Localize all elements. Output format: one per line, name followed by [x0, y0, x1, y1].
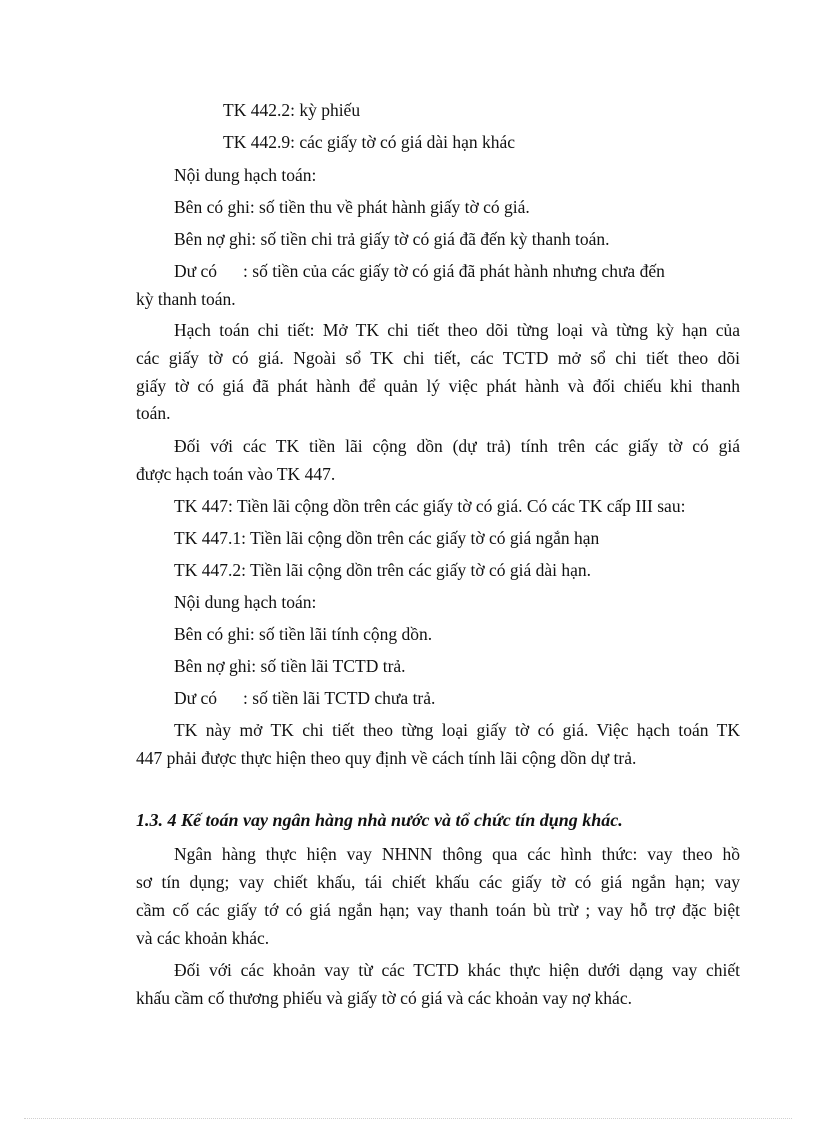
text-line: TK 442.9: các giấy tờ có giá dài hạn khác: [223, 132, 516, 152]
balance-description: : số tiền của các giấy tờ có giá đã phát hành nhưng chưa đến: [243, 261, 665, 281]
balance-label: Dư có: [174, 261, 218, 281]
text-line: [174, 684, 740, 712]
text-line: TK 447: Tiền lãi cộng dồn trên các giấy tờ có giá. Có các TK cấp III sau:: [174, 496, 686, 516]
text-line: Nội dung hạch toán:: [174, 592, 317, 612]
text-line: sơ tín dụng; vay chiết khấu, tái chiết khấu các giấy tờ có giá ngắn hạn; vay: [136, 872, 740, 892]
text-line: giấy tờ có giá đã phát hành để quản lý việc phát hành và đối chiếu khi thanh: [136, 376, 740, 396]
text-line: 447 phải được thực hiện theo quy định về cách tính lãi cộng dồn dự trả.: [136, 748, 637, 768]
text-line: [174, 257, 740, 285]
balance-label: Dư có: [174, 688, 218, 708]
text-line: Đối với các TK tiền lãi cộng dồn (dự trả) tính trên các giấy tờ có giá: [174, 436, 740, 456]
text-line: các giấy tờ có giá. Ngoài sổ TK chi tiết, các TCTD mở sổ chi tiết theo dõi: [136, 348, 740, 368]
text-line: cầm cố các giấy tớ có giá ngắn hạn; vay thanh toán bù trừ ; vay hỗ trợ đặc biệt: [136, 900, 740, 920]
text-line: toán.: [136, 403, 171, 423]
text-line: được hạch toán vào TK 447.: [136, 464, 336, 484]
footer-divider: [24, 1118, 792, 1119]
text-line: Đối với các khoản vay từ các TCTD khác thực hiện dưới dạng vay chiết: [174, 960, 740, 980]
text-line: Nội dung hạch toán:: [174, 165, 317, 185]
text-line: TK 447.2: Tiền lãi cộng dồn trên các giấy tờ có giá dài hạn.: [174, 560, 592, 580]
text-line: Bên nợ ghi: số tiền chi trả giấy tờ có giá đã đến kỳ thanh toán.: [174, 229, 610, 249]
text-line: Bên có ghi: số tiền lãi tính cộng dồn.: [174, 624, 433, 644]
text-line: Ngân hàng thực hiện vay NHNN thông qua các hình thức: vay theo hồ: [174, 844, 740, 864]
text-line: Bên nợ ghi: số tiền lãi TCTD trả.: [174, 656, 406, 676]
section-heading: 1.3. 4 Kế toán vay ngân hàng nhà nước và tổ chức tín dụng khác.: [136, 810, 623, 830]
text-line: Hạch toán chi tiết: Mở TK chi tiết theo dõi từng loại và từng kỳ hạn của: [174, 320, 740, 340]
text-line: TK 442.2: kỳ phiếu: [223, 100, 361, 120]
text-line: TK 447.1: Tiền lãi cộng dồn trên các giấy tờ có giá ngắn hạn: [174, 528, 600, 548]
text-line: Bên có ghi: số tiền thu về phát hành giấy tờ có giá.: [174, 197, 530, 217]
balance-description: : số tiền lãi TCTD chưa trả.: [243, 688, 436, 708]
text-line: khấu cầm cố thương phiếu và giấy tờ có giá và các khoản vay nợ khác.: [136, 988, 632, 1008]
text-line: kỳ thanh toán.: [136, 289, 236, 309]
text-line: TK này mở TK chi tiết theo từng loại giấy tờ có giá. Việc hạch toán TK: [174, 720, 740, 740]
text-line: và các khoản khác.: [136, 928, 270, 948]
